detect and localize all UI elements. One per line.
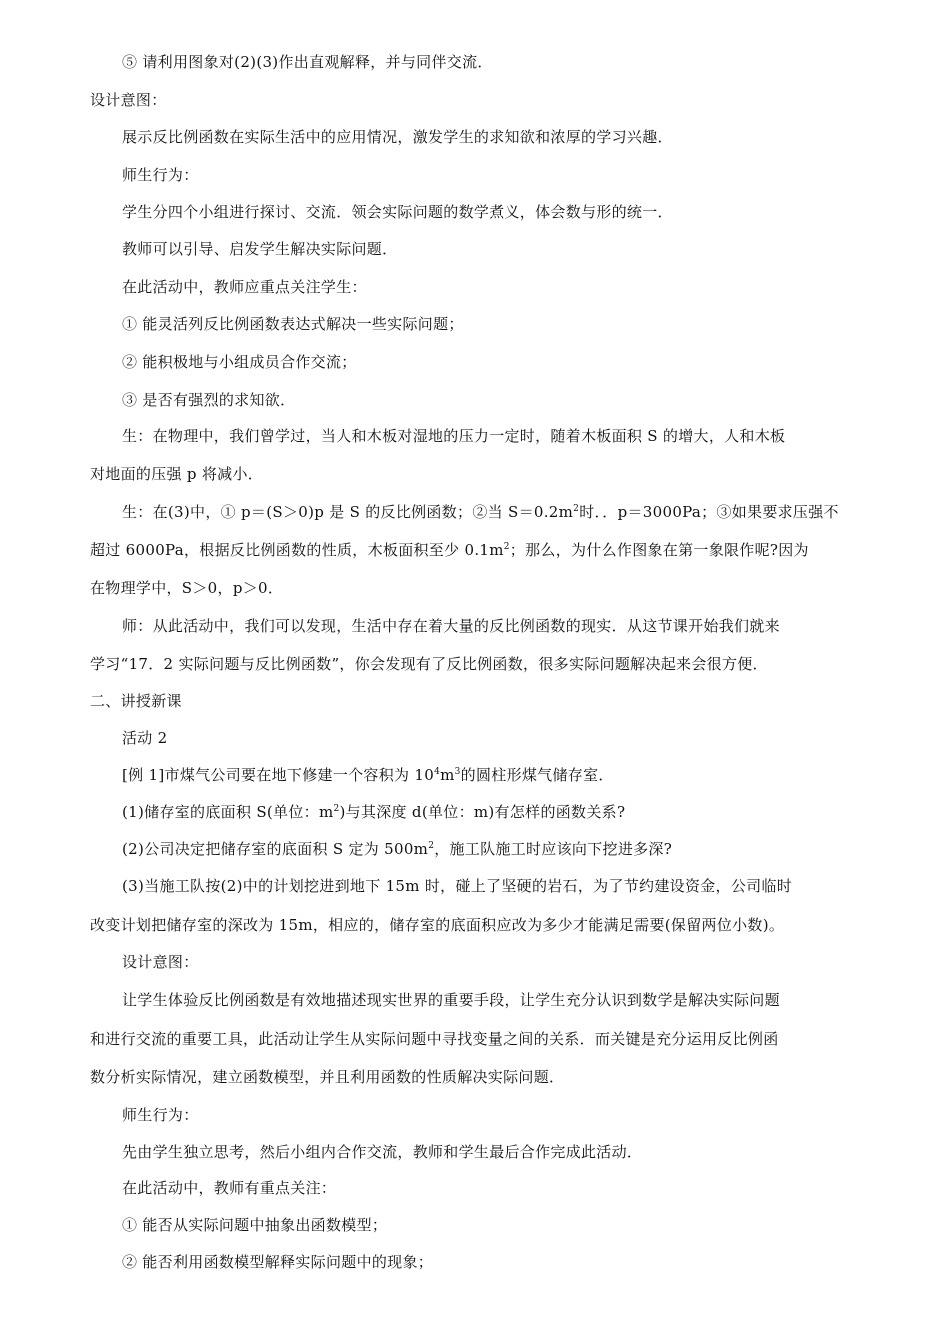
list-item: ③ 是否有强烈的求知欲． [122,391,296,409]
text-line: 对地面的压强 p 将减小． [90,465,264,483]
text-line: 活动 2 [122,729,168,747]
text-line: 师：从此活动中，我们可以发现，生活中存在着大量的反比例函数的现实．从这节课开始我们就来 [122,617,780,635]
text-line: (2)公司决定把储存室的底面积 S 定为 $500m^2$，施工队施工时应该向下挖进多深? [122,840,673,858]
text-line: 生：在物理中，我们曾学过，当人和木板对湿地的压力一定时，随着木板面积 S 的增大，人和木板 [122,427,786,445]
text-line: 在此活动中，教师有重点关注： [122,1179,337,1197]
text-line: 数分析实际情况，建立函数模型，并且利用函数的性质解决实际问题． [90,1068,565,1086]
text-line: 学生分四个小组进行探讨、交流．领会实际问题的数学煮义，体会数与形的统一． [122,203,673,221]
section-label: 设计意图： [90,91,167,109]
text-line: 生：在(3)中，① p＝(S＞0)p 是 S 的反比例函数；②当 $S=0.2m^2$时．．p＝3000Pa；③如果要求压强不 [122,503,839,521]
section-label: 师生行为： [122,166,199,184]
list-item: ① 能否从实际问题中抽象出函数模型； [122,1216,388,1234]
text-line: 先由学生独立思考，然后小组内合作交流，教师和学生最后合作完成此活动． [122,1143,643,1161]
text-line: 让学生体验反比例函数是有效地描述现实世界的重要手段，让学生充分认识到数学是解决实际问题 [122,991,780,1009]
list-item: ② 能积极地与小组成员合作交流； [122,353,357,371]
text-line: 展示反比例函数在实际生活中的应用情况，激发学生的求知欲和浓厚的学习兴趣． [122,128,673,146]
text-line: 教师可以引导、启发学生解决实际问题． [122,240,398,258]
text-line: 和进行交流的重要工具，此活动让学生从实际问题中寻找变量之间的关系．而关键是充分运用反比例函 [90,1030,779,1048]
text-line: [例 1]市煤气公司要在地下修建一个容积为 $10^4m^3$的圆柱形煤气储存室． [122,766,614,784]
text-line: (3)当施工队按(2)中的计划挖进到地下 15m 时，碰上了坚硬的岩石，为了节约建设资金，公司临时 [122,877,793,895]
text-line: ⑤ 请利用图象对(2)(3)作出直观解释，并与同伴交流． [122,53,493,71]
list-item: ① 能灵活列反比例函数表达式解决一些实际问题； [122,315,464,333]
text-line: (1)储存室的底面积 S(单位：$m^2$)与其深度 d(单位：m)有怎样的函数关系? [122,803,626,821]
list-item: ② 能否利用函数模型解释实际问题中的现象； [122,1253,434,1271]
text-line: 超过 6000Pa，根据反比例函数的性质，木板面积至少 $0.1m^2$；那么，为什么作图象在第一象限作呢?因为 [90,541,809,559]
section-label: 师生行为： [122,1106,199,1124]
text-line: 改变计划把储存室的深改为 15m，相应的，储存室的底面积应改为多少才能满足需要(保留两位小数)。 [90,916,785,934]
text-line: 在此活动中，教师应重点关注学生： [122,278,367,296]
section-heading: 二、讲授新课 [90,692,182,710]
section-label: 设计意图： [122,953,199,971]
text-line: 学习“17．2 实际问题与反比例函数”，你会发现有了反比例函数，很多实际问题解决起来会很方便． [90,655,768,673]
text-line: 在物理学中，S＞0，p＞0． [90,579,284,597]
